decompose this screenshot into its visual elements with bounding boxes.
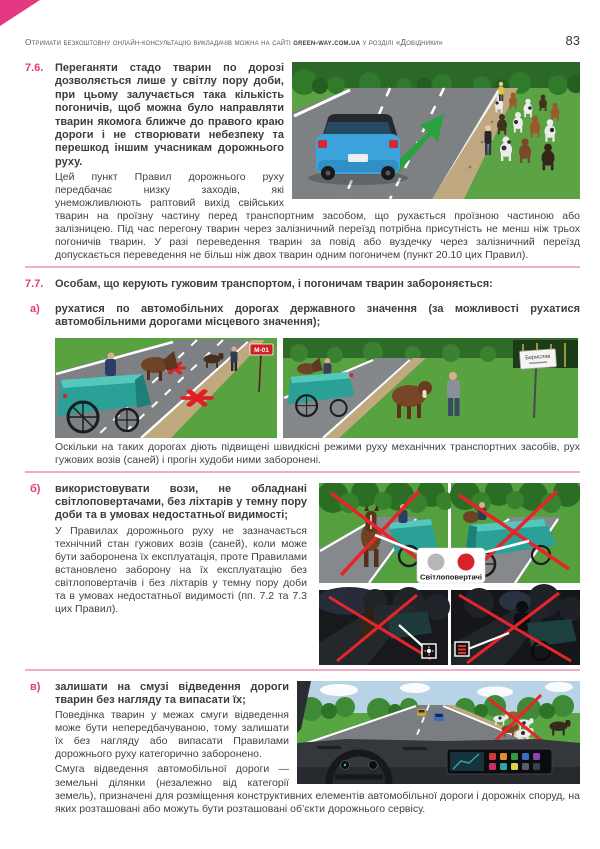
page-corner-accent xyxy=(0,0,40,26)
callout-label: Світлоповертачі xyxy=(420,574,478,582)
section-divider xyxy=(25,471,580,473)
svg-text:Берислав: Берислав xyxy=(525,353,551,361)
lamp-icon xyxy=(422,644,436,658)
item-letter: б) xyxy=(30,482,41,495)
item-letter: а) xyxy=(30,302,40,315)
section-divider xyxy=(25,266,580,268)
item-lead-text: рухатися по автомобільних дорогах державного значення (за можливості рухатися автомобільними дорогами місцевого значення); xyxy=(55,302,580,329)
section-divider xyxy=(25,669,580,671)
rule-lead-text: Особам, що керують гужовим транспортом, і погоничам тварин забороняється: xyxy=(55,278,493,291)
rule-body-text: Цей пункт Правил дорожнього руху передбачає низку заходів, які унеможливлюють раптовий вихід свійських тварин на проїзну частину перед транспортним засобом, що рухається проїзною частиною або залізницею. Під час перегону тварин через залізничний переїзд потрібна присутність не менш ніж трьох погоничів тварин. У разі переведення тварин за повід або вуздечку через залізничний переїзд допускається переведення не більш ніж двох тварин одним погоничем (пункт 20.10 цих Правил). xyxy=(55,171,580,262)
dashboard xyxy=(297,739,580,784)
item-body-text-2: Смуга відведення автомобільної дороги — земельні ділянки (незалежно від категорії земель), призначені для розміщення конструктивних елементів автомобільної дороги і дорожніх споруд, на яких розташовані або можуть бути розташовані об’єкти дорожнього сервісу. xyxy=(55,763,580,815)
illustration-cart-on-highway-prohibited xyxy=(55,338,277,438)
item-a-illustrations xyxy=(55,338,580,438)
item-a xyxy=(25,303,580,467)
site-link[interactable]: green-way.com.ua xyxy=(293,38,361,47)
item-body-text: У Правилах дорожнього руху не зазначається технічний стан гужових возів (саней), коли може бути заборонена їх експлуатація, проте Правилами встановлено заборону на їх експлуатацію без світлоповертачів і без ліхтарів у темну пору доби та в умовах недостатньої видимості (пп. 7.2 та 7.3 цих Правил). xyxy=(55,524,307,615)
reflector-gray xyxy=(428,553,445,570)
panel-night-right xyxy=(451,584,580,665)
section-7-6 xyxy=(25,62,580,262)
section-7-7 xyxy=(25,278,580,291)
infotainment-screen xyxy=(447,749,552,774)
panel-night-left xyxy=(319,587,450,665)
svg-text:М-01: М-01 xyxy=(254,346,269,354)
item-body-text: Поведінка тварин у межах смуги відведення може бути непередбачуваною, тому залишати їх без нагляду або випасати Правилами дорожнього руху категорично заборонено. xyxy=(55,709,289,761)
header-note-text: Отримати безкоштовну онлайн-консультацію викладачів можна на сайті xyxy=(25,38,294,47)
item-lead-text: залишати на смузі відведення дороги тварин без нагляду та випасати їх; xyxy=(55,680,289,707)
item-b xyxy=(25,483,580,665)
illustration-herding-cattle xyxy=(292,62,580,199)
item-body-text: Оскільки на таких дорогах діють підвищені швидкісні режими руху механічних транспортних засобів, рух гужових возів (саней) і прогін худоби ними заборонені. xyxy=(55,440,580,466)
item-letter: в) xyxy=(30,680,41,693)
header-note-text2: у розділі «Довідники» xyxy=(360,38,443,47)
header-note xyxy=(25,38,443,47)
reflector-red xyxy=(458,553,475,570)
illustration-carts-without-reflectors xyxy=(319,483,580,665)
rule-number: 7.6. xyxy=(25,62,44,74)
page-header xyxy=(25,33,580,48)
item-v xyxy=(25,681,580,816)
rear-reflector-icon xyxy=(455,642,469,656)
rule-lead-text: Переганяти стадо тварин по дорозі дозволяється лише у світлу пору доби, при цьому залучається така кількість погоничів, щоб можна було направляти тварин якомога ближче до правого краю дороги і не створювати небезпеку та перешкод іншим учасникам дорожнього руху. xyxy=(55,62,284,168)
page-number: 83 xyxy=(565,33,580,48)
illustration-cart-on-local-road xyxy=(283,338,578,438)
illustration-animals-on-right-of-way xyxy=(297,681,580,784)
item-lead-text: використовувати вози, не обладнані світлоповертачами, без ліхтарів у темну пору доби та в умовах недостатньої видимості; xyxy=(55,482,307,522)
rule-number: 7.7. xyxy=(25,278,44,291)
